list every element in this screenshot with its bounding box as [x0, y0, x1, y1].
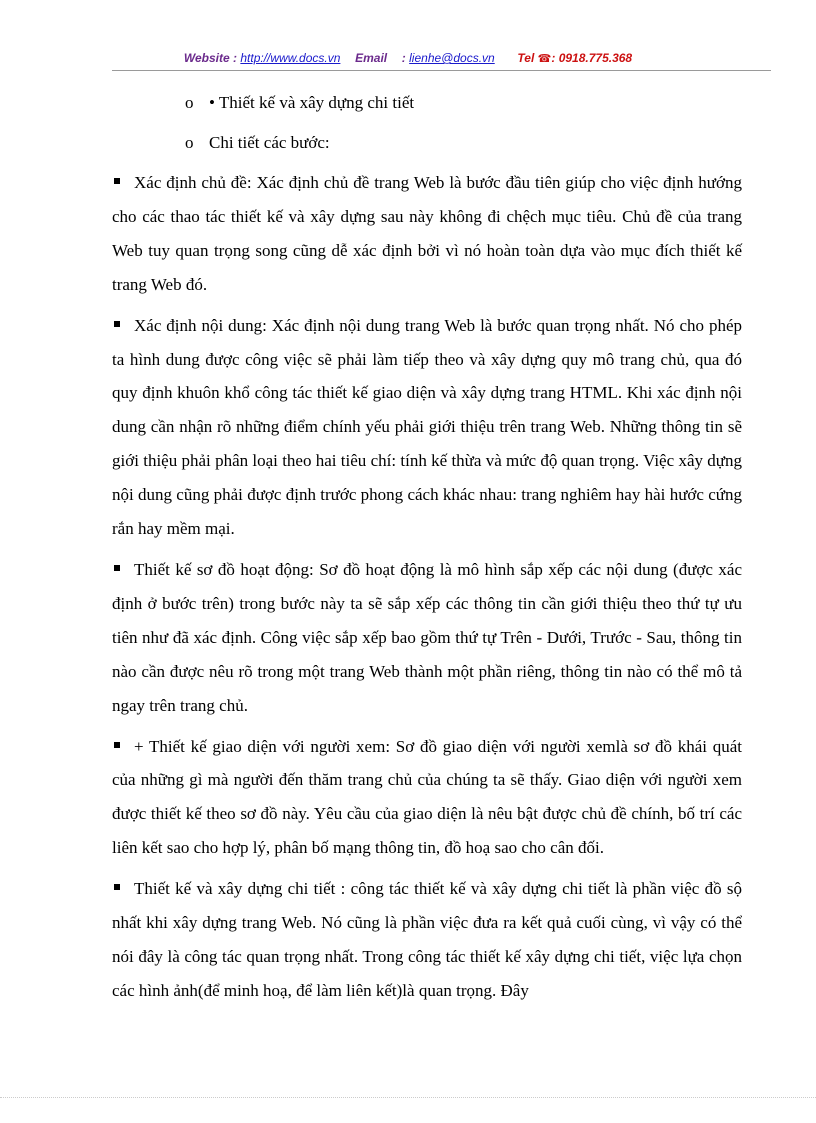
paragraph-determine-content: Xác định nội dung: Xác định nội dung trang Web là bước quan trọng nhất. Nó cho phép ta hình dung được công việc sẽ phải làm tiếp theo và xây dựng quy mô trang chủ, qua đó quy định khuôn khổ công tác thiết kế giao diện và xây dựng trang HTML. Khi xác định nội dung cần nhận rõ những điểm chính yếu phải giới thiệu trên trang Web. Những thông tin sẽ giới thiệu phải phân loại theo hai tiêu chí: tính kế thừa và mức độ quan trọng. Việc xây dựng nội dung cũng phải được định trước phong cách khác nhau: trang nghiêm hay hài hước cứng rắn hay mềm mại. [112, 315, 742, 539]
email-link[interactable]: lienhe@docs.vn [409, 51, 495, 65]
paragraph-determine-topic: Xác định chủ đề: Xác định chủ đề trang Web là bước đầu tiên giúp cho việc định hướng cho các thao tác thiết kế và xây dựng sau này không đi chệch mục tiêu. Chủ đề của trang Web tuy quan trọng song cũng dễ xác định bởi vì nó hoàn toàn dựa vào mục đích thiết kế trang Web đó. [112, 173, 742, 294]
square-bullet-icon [114, 178, 120, 184]
outline-marker: o [185, 93, 194, 112]
square-bullet-icon [114, 321, 120, 327]
tel-value: : 0918.775.368 [551, 51, 633, 65]
outline-item [185, 133, 330, 153]
outline-item [185, 93, 414, 113]
tel-label: Tel [517, 51, 535, 65]
outline-marker: o [185, 133, 194, 152]
email-separator: : [401, 51, 406, 65]
outline-text: • Thiết kế và xây dựng chi tiết [209, 93, 415, 112]
paragraph-activity-diagram: Thiết kế sơ đồ hoạt động: Sơ đồ hoạt động là mô hình sắp xếp các nội dung (được xác định ở bước trên) trong bước này ta sẽ sắp xếp các thông tin cần giới thiệu theo thứ tự ưu tiên như đã xác định. Công việc sắp xếp bao gồm thứ tự Trên - Dưới, Trước - Sau, thông tin nào cần được nêu rõ trong một trang Web thành một phần riêng, thông tin nào có thể mô tả ngay trên trang chủ. [112, 559, 742, 715]
document-body [112, 166, 742, 1015]
website-link[interactable]: http://www.docs.vn [240, 51, 341, 65]
square-bullet-icon [114, 565, 120, 571]
outline-text: Chi tiết các bước: [209, 133, 330, 152]
paragraph-detailed-build: Thiết kế và xây dựng chi tiết : công tác thiết kế và xây dựng chi tiết là phần việc đồ sộ nhất khi xây dựng trang Web. Nó cũng là phần việc đưa ra kết quả cuối cùng, vì vậy có thể nói đây là công tác quan trọng nhất. Trong công tác thiết kế xây dựng chi tiết, việc lựa chọn các hình ảnh(để minh hoạ, để làm liên kết)là quan trọng. Đây [112, 879, 742, 1000]
phone-icon: ☎ [537, 53, 552, 65]
website-label: Website : [183, 51, 238, 65]
header-divider [112, 70, 771, 71]
square-bullet-icon [114, 884, 120, 890]
square-bullet-icon [114, 742, 120, 748]
email-label: Email [355, 51, 388, 65]
footer-divider [0, 1097, 816, 1098]
page-header [0, 51, 816, 65]
paragraph-interface-design: + Thiết kế giao diện với người xem: Sơ đồ giao diện với người xemlà sơ đồ khái quát của những gì mà người đến thăm trang chủ của chúng ta sẽ thấy. Giao diện với người xem được thiết kế theo sơ đồ này. Yêu cầu của giao diện là nêu bật được chủ đề chính, bố trí các liên kết sao cho hợp lý, phân bố mạng thông tin, đồ hoạ sao cho cân đối. [112, 736, 742, 858]
